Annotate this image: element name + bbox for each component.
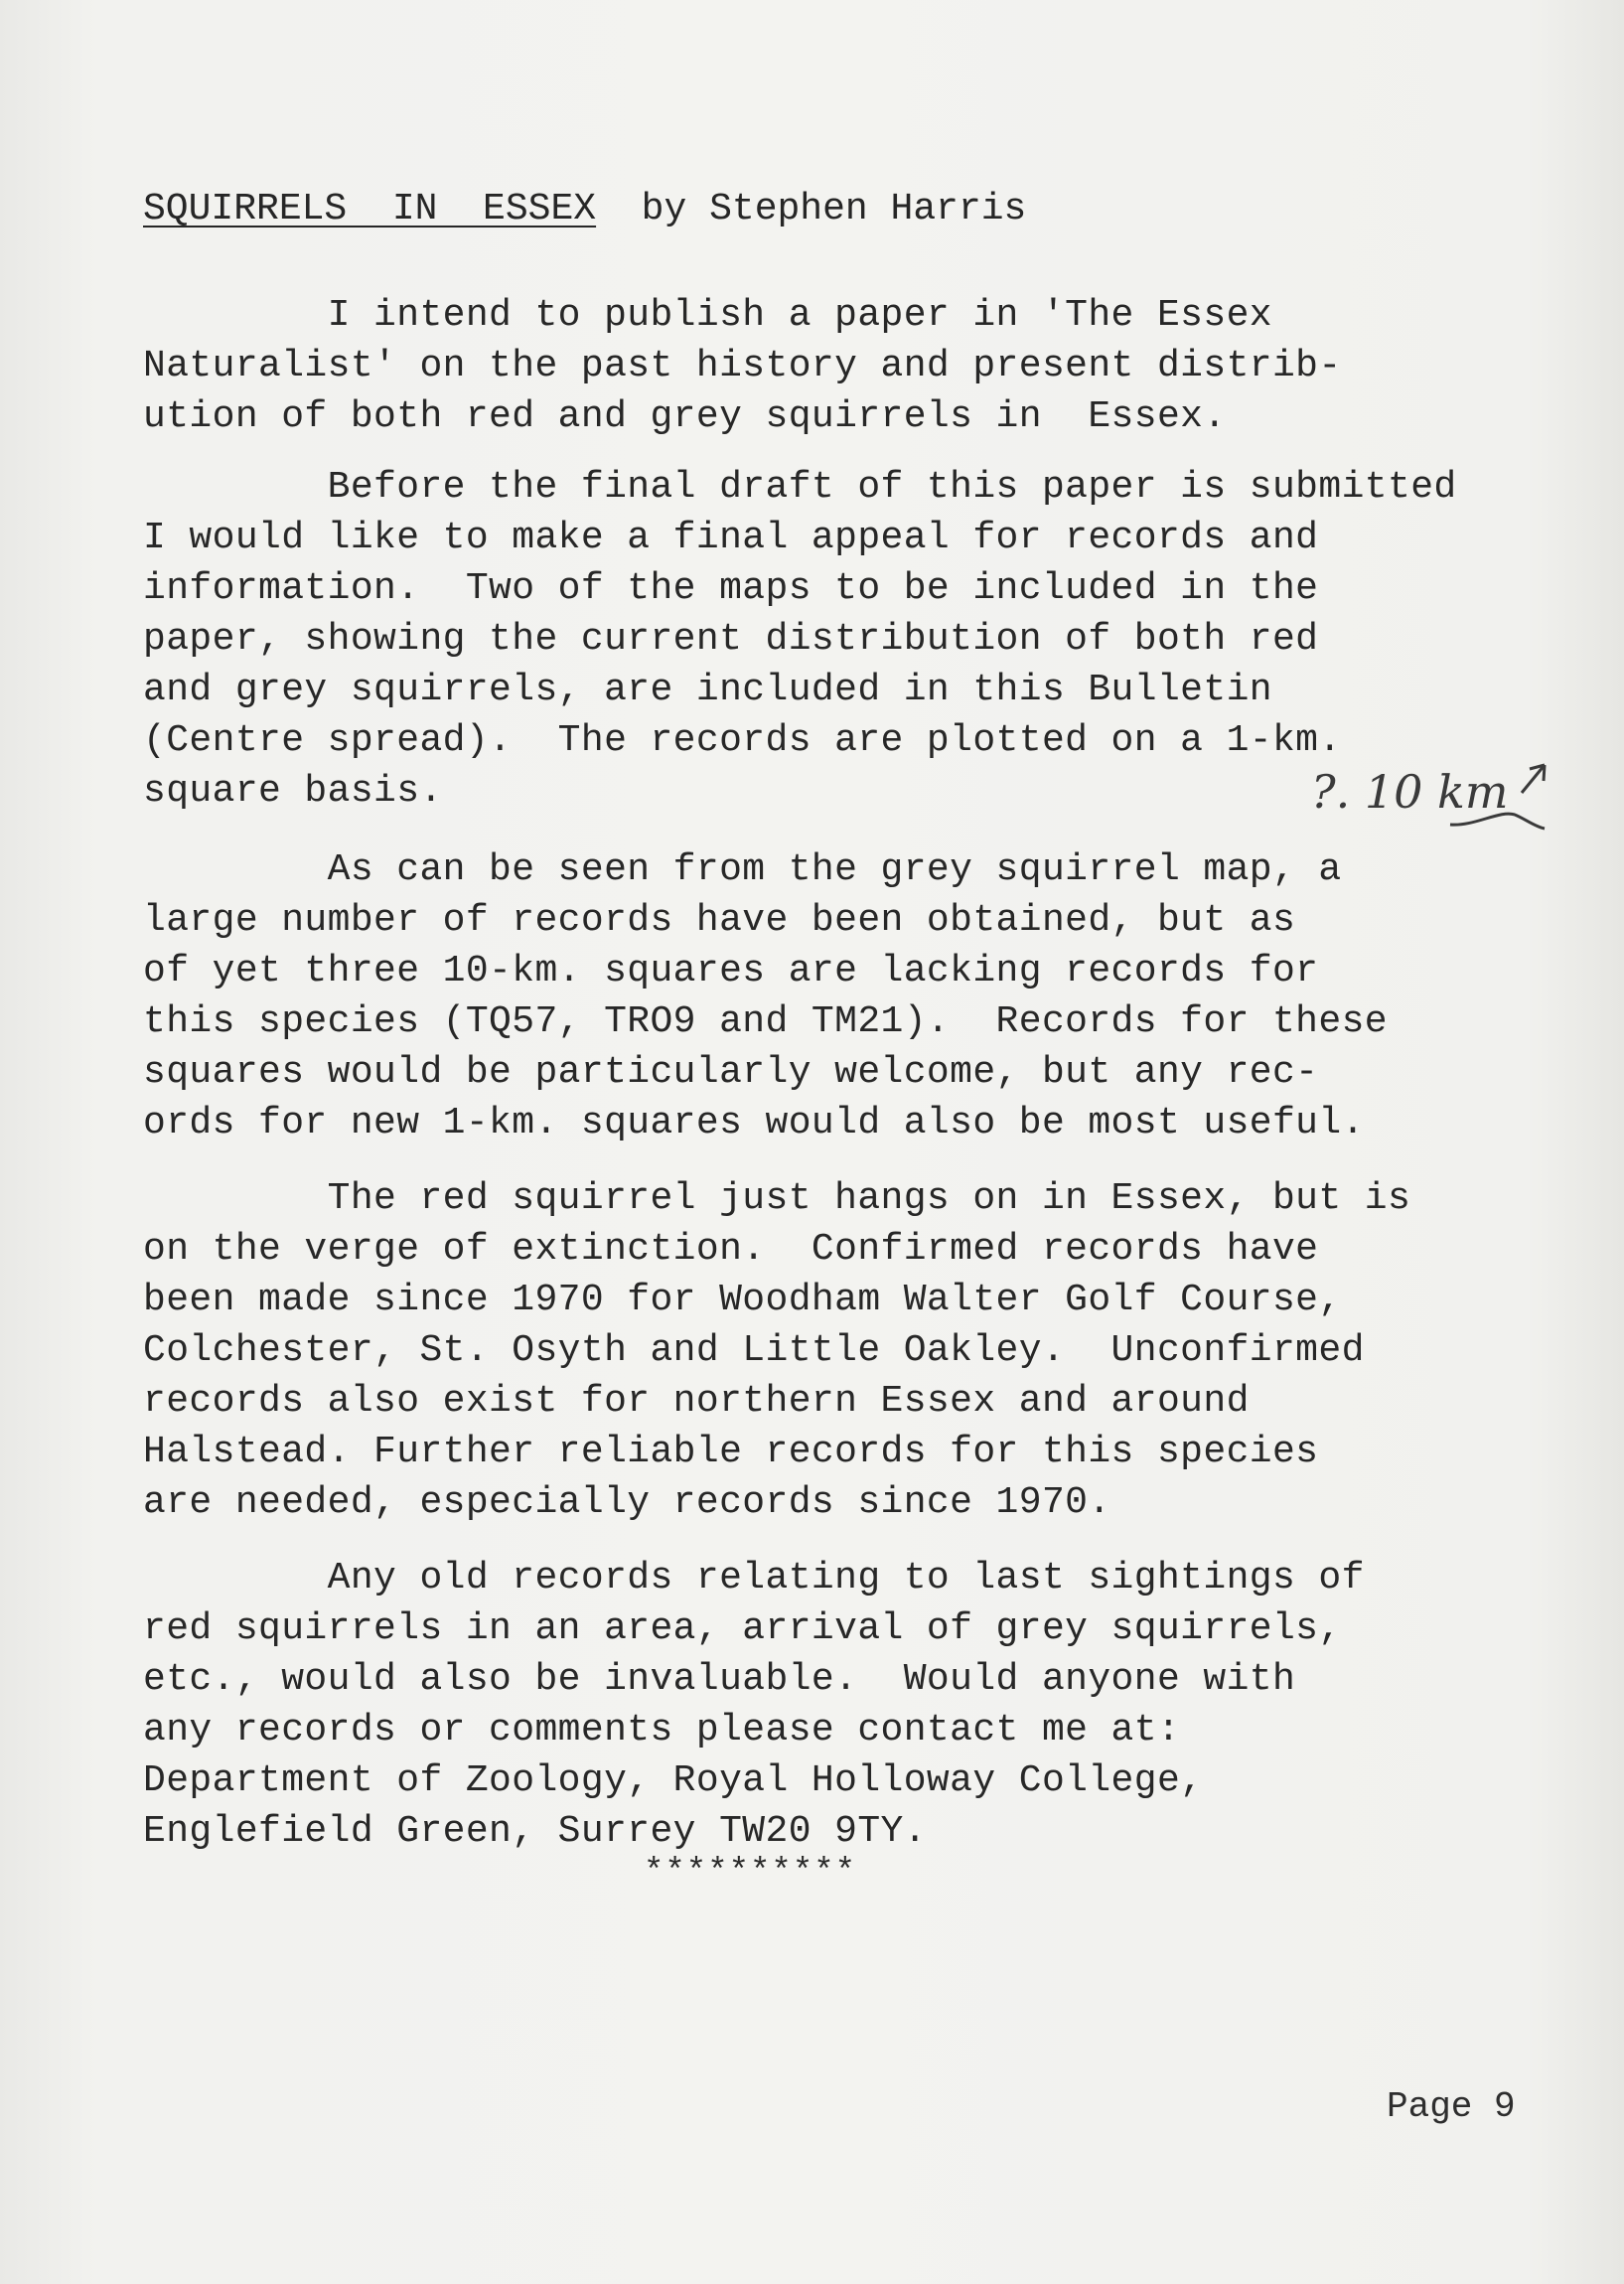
text-line: square basis. bbox=[143, 770, 443, 813]
article-heading bbox=[143, 187, 1026, 232]
text-line: Naturalist' on the past history and present distrib- bbox=[143, 345, 1342, 387]
text-line: Halstead. Further reliable records for this species bbox=[143, 1431, 1319, 1473]
text-line: ords for new 1-km. squares would also be most useful. bbox=[143, 1102, 1365, 1144]
section-separator: ********** bbox=[644, 1854, 857, 1892]
article-byline: by Stephen Harris bbox=[596, 188, 1027, 230]
article-title: SQUIRRELS IN ESSEX bbox=[143, 188, 597, 230]
text-line: squares would be particularly welcome, but any rec- bbox=[143, 1051, 1319, 1094]
text-line: As can be seen from the grey squirrel map, a bbox=[143, 848, 1342, 891]
annotation-text: ?. 10 km bbox=[1311, 765, 1509, 819]
text-line: paper, showing the current distribution of both red bbox=[143, 618, 1319, 661]
text-line: information. Two of the maps to be included in the bbox=[143, 567, 1319, 610]
text-line: The red squirrel just hangs on in Essex, but is bbox=[143, 1177, 1411, 1220]
text-line: ution of both red and grey squirrels in Essex. bbox=[143, 395, 1227, 438]
text-line: been made since 1970 for Woodham Walter Golf Course, bbox=[143, 1279, 1342, 1321]
text-line: records also exist for northern Essex and around bbox=[143, 1380, 1250, 1423]
text-line: red squirrels in an area, arrival of grey squirrels, bbox=[143, 1607, 1342, 1650]
text-line: I intend to publish a paper in 'The Essex bbox=[143, 294, 1272, 337]
text-line: large number of records have been obtained, but as bbox=[143, 899, 1296, 942]
text-line: Englefield Green, Surrey TW20 9TY. bbox=[143, 1810, 927, 1853]
text-line: are needed, especially records since 1970. bbox=[143, 1481, 1111, 1524]
text-line: etc., would also be invaluable. Would anyone with bbox=[143, 1658, 1296, 1701]
text-line: I would like to make a final appeal for records and bbox=[143, 517, 1319, 559]
text-line: and grey squirrels, are included in this Bulletin bbox=[143, 669, 1272, 711]
text-line: on the verge of extinction. Confirmed records have bbox=[143, 1228, 1319, 1271]
text-line: (Centre spread). The records are plotted on a 1-km. bbox=[143, 719, 1342, 762]
text-line: Before the final draft of this paper is submitted bbox=[143, 466, 1457, 509]
text-line: Any old records relating to last sightings of bbox=[143, 1557, 1365, 1599]
text-line: of yet three 10-km. squares are lacking records for bbox=[143, 950, 1319, 992]
text-line: this species (TQ57, TRO9 and TM21). Records for these bbox=[143, 1000, 1388, 1043]
text-line: any records or comments please contact me at: bbox=[143, 1709, 1181, 1751]
text-line: Colchester, St. Osyth and Little Oakley. Unconfirmed bbox=[143, 1329, 1365, 1372]
page-number: Page 9 bbox=[1387, 2086, 1516, 2127]
text-line: Department of Zoology, Royal Holloway College, bbox=[143, 1759, 1204, 1802]
